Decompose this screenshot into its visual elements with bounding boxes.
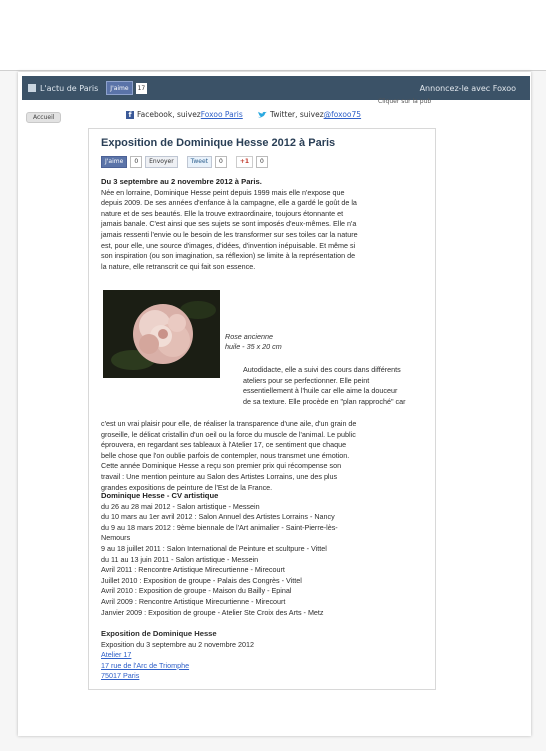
back-page bbox=[0, 0, 546, 71]
cv-line: Juillet 2010 : Exposition de groupe - Palais des Congrès - Vittel bbox=[101, 575, 302, 585]
painting-caption bbox=[225, 332, 282, 352]
bio-paragraph-full bbox=[101, 419, 423, 493]
intro-line: jamais ressenti l'envie ou le besoin de les transformer sur ses toiles car la nature bbox=[101, 229, 358, 239]
social-buttons bbox=[101, 156, 268, 168]
tweet-count: 0 bbox=[215, 156, 227, 168]
fb-like-label: J'aime bbox=[110, 84, 129, 92]
gplus-button[interactable] bbox=[236, 156, 253, 168]
bio-line: belle chose que l'on oublie parfois de contempler, nous transmet une émotion. bbox=[101, 450, 350, 460]
sub-bar bbox=[22, 98, 530, 128]
twitter-follow bbox=[258, 110, 361, 119]
facebook-link[interactable]: Foxoo Paris bbox=[200, 110, 243, 119]
actu-link[interactable] bbox=[28, 84, 98, 93]
intro-line: Née en lorraine, Dominique Hesse peint depuis 1999 mais elle n'expose que bbox=[101, 187, 345, 197]
top-bar bbox=[22, 76, 530, 100]
tweet-label: Tweet bbox=[190, 158, 208, 165]
cv-line: Avril 2010 : Exposition de groupe - Maison du Bailly - Epinal bbox=[101, 586, 292, 596]
intro-line: jamais banale. C'est ainsi que ses sujets se sont imposés d'eux-mêmes. Elle n'a bbox=[101, 219, 357, 229]
bio-line: Cette année Dominique Hesse a reçu son premier prix qui récompense son bbox=[101, 461, 342, 471]
cv-line: du 9 au 18 mars 2012 : 9ème biennale de l'Art animalier - Saint-Pierre-lès- bbox=[101, 522, 338, 532]
actu-label: L'actu de Paris bbox=[40, 83, 99, 93]
twitter-link[interactable]: @foxoo75 bbox=[323, 110, 362, 119]
expo-place-link[interactable]: Atelier 17 bbox=[101, 650, 132, 660]
intro-line: nature et de ses beautés. Elle la trouve extraordinaire, toujours étonnante et bbox=[101, 208, 344, 218]
date-heading: Du 3 septembre au 2 novembre 2012 à Paris. bbox=[101, 177, 262, 186]
cv-line: Avril 2011 : Rencontre Artistique Mirecurtienne - Mirecourt bbox=[101, 565, 285, 575]
facebook-icon: f bbox=[126, 111, 134, 119]
gplus-label: +1 bbox=[239, 158, 250, 165]
article-card bbox=[88, 128, 436, 690]
caption-title: Rose ancienne bbox=[225, 332, 273, 341]
bio-line: éprouvera, en regardant ses tableaux à l'Atelier 17, ce sentiment que chaque bbox=[101, 440, 347, 450]
expo-street-link[interactable]: 17 rue de l'Arc de Triomphe bbox=[101, 660, 190, 670]
gplus-count: 0 bbox=[256, 156, 268, 168]
like-count: 0 bbox=[130, 156, 142, 168]
caption-detail: huile - 35 x 20 cm bbox=[225, 342, 282, 351]
intro-line: est, pour elle, une source d'images, d'idées, d'invention inépuisable. Et même si bbox=[101, 240, 356, 250]
intro-text bbox=[101, 177, 423, 272]
cv-line: Janvier 2009 : Exposition de groupe - Atelier Ste Croix des Arts - Metz bbox=[101, 607, 324, 617]
accueil-button[interactable]: Accueil bbox=[26, 112, 61, 123]
expo-dates: Exposition du 3 septembre au 2 novembre 2012 bbox=[101, 639, 255, 649]
cv-heading: Dominique Hesse - CV artistique bbox=[101, 491, 219, 500]
rose-illustration bbox=[103, 290, 220, 378]
cv-line: 9 au 18 juillet 2011 : Salon International de Peinture et scultpure - Vittel bbox=[101, 543, 327, 553]
intro-line: la nature, elle retranscrit ce qui fait son essence. bbox=[101, 261, 256, 271]
announce-link[interactable]: Annoncez-le avec Foxoo bbox=[419, 83, 516, 93]
facebook-follow bbox=[126, 110, 243, 119]
twitter-bird-icon bbox=[258, 111, 267, 119]
article-title: Exposition de Dominique Hesse 2012 à Paris bbox=[101, 137, 336, 149]
bio-line: c'est un vrai plaisir pour elle, de réaliser la transparence d'une aile, d'un grain de bbox=[101, 419, 357, 428]
expo-heading: Exposition de Dominique Hesse bbox=[101, 629, 217, 638]
bio-line: de sa texture. Elle procède en "plan rapproché" car bbox=[243, 396, 406, 406]
bio-line: grandes expositions de peinture de l'Est de la France. bbox=[101, 482, 273, 492]
fb-like-count: 17 bbox=[137, 84, 146, 92]
facebook-prefix: Facebook, suivez bbox=[137, 110, 201, 119]
cv-section bbox=[101, 491, 431, 618]
twitter-prefix: Twitter, suivez bbox=[270, 110, 324, 119]
pub-label[interactable]: Cliquer sur la pub bbox=[378, 98, 432, 105]
grid-icon bbox=[28, 84, 36, 92]
like-button[interactable] bbox=[101, 156, 127, 168]
bio-paragraph-side bbox=[243, 365, 423, 407]
bio-line: travail : Une mention peinture au Salon des Artistes Lorrains, une des plus bbox=[101, 471, 338, 481]
expo-city-link[interactable]: 75017 Paris bbox=[101, 671, 140, 681]
expo-section bbox=[101, 629, 421, 682]
cv-line: du 26 au 28 mai 2012 - Salon artistique - Messein bbox=[101, 501, 260, 511]
cv-line: du 11 au 13 juin 2011 - Salon artistique - Messein bbox=[101, 554, 259, 564]
intro-line: son inspiration (ou son imagination, sa réflexion) se limite à la représentation de bbox=[101, 251, 356, 261]
rose-painting-image bbox=[103, 290, 220, 378]
fb-like-button[interactable] bbox=[106, 81, 132, 95]
bio-line: Autodidacte, elle a suivi des cours dans différents bbox=[243, 365, 401, 374]
send-label: Envoyer bbox=[149, 158, 174, 165]
bio-line: groseille, le délicat cristallin d'un oeil ou la force du muscle de l'animal. Le public bbox=[101, 429, 356, 439]
tweet-button[interactable] bbox=[187, 156, 212, 168]
intro-line: depuis 2009. De ses années d'enfance à la campagne, elle a gardé le goût de la bbox=[101, 198, 357, 208]
cv-line: Nemours bbox=[101, 533, 131, 543]
cv-line: du 10 mars au 1er avril 2012 : Salon Annuel des Artistes Lorrains - Nancy bbox=[101, 512, 335, 522]
cv-line: Avril 2009 : Rencontre Artistique Mirecurtienne - Mirecourt bbox=[101, 596, 286, 606]
like-label: J'aime bbox=[105, 158, 124, 165]
send-button[interactable] bbox=[145, 156, 178, 168]
bio-line: ateliers pour se perfectionner. Elle peint bbox=[243, 375, 370, 385]
bio-line: essentiellement à l'huile car elle aime la douceur bbox=[243, 386, 398, 396]
